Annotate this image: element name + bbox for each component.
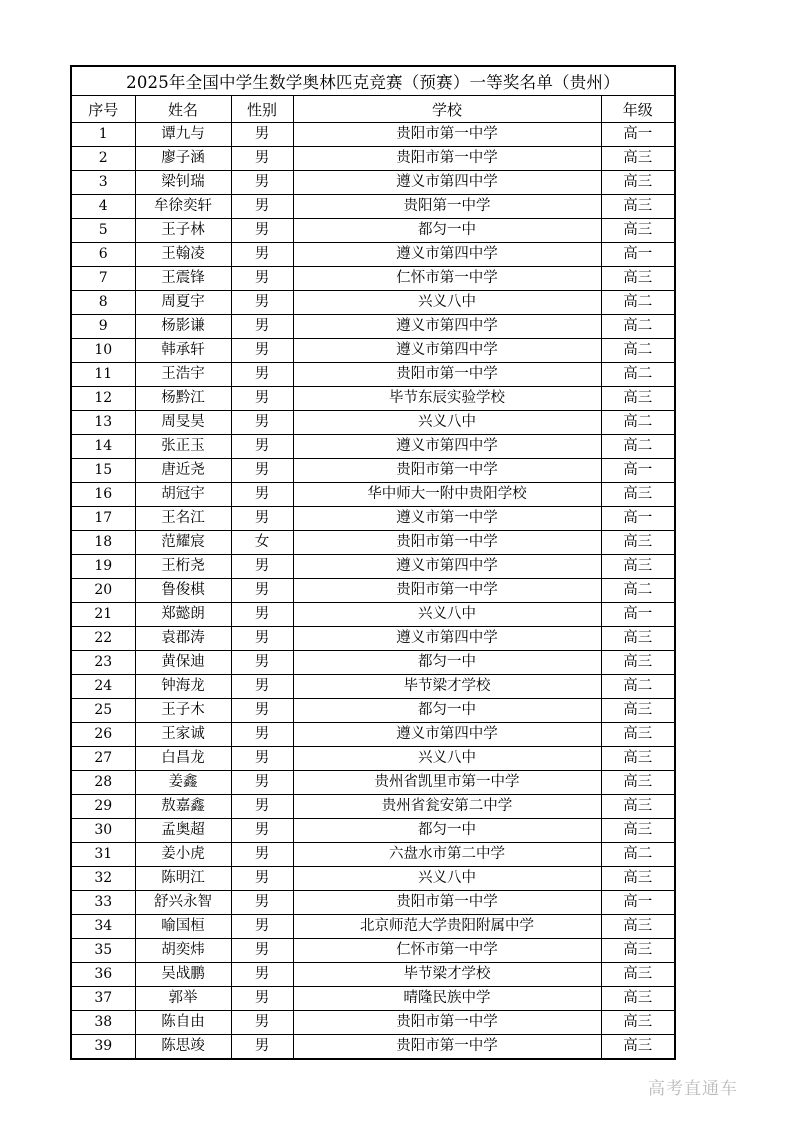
cell-gender: 男 — [231, 603, 293, 627]
cell-school: 贵州省瓮安第二中学 — [293, 795, 601, 819]
cell-grade: 高二 — [601, 291, 675, 315]
cell-grade: 高三 — [601, 939, 675, 963]
cell-index: 19 — [71, 555, 135, 579]
cell-index: 33 — [71, 891, 135, 915]
cell-grade: 高三 — [601, 387, 675, 411]
cell-grade: 高三 — [601, 867, 675, 891]
cell-gender: 男 — [231, 987, 293, 1011]
cell-index: 14 — [71, 435, 135, 459]
cell-grade: 高三 — [601, 771, 675, 795]
cell-school: 贵阳市第一中学 — [293, 531, 601, 555]
cell-gender: 男 — [231, 675, 293, 699]
cell-gender: 男 — [231, 843, 293, 867]
cell-name: 王子林 — [135, 219, 231, 243]
cell-index: 4 — [71, 195, 135, 219]
cell-gender: 男 — [231, 627, 293, 651]
cell-name: 牟徐奕轩 — [135, 195, 231, 219]
table-row — [71, 411, 675, 435]
cell-index: 21 — [71, 603, 135, 627]
table-row — [71, 339, 675, 363]
cell-index: 25 — [71, 699, 135, 723]
table-row — [71, 651, 675, 675]
cell-school: 贵阳市第一中学 — [293, 1035, 601, 1060]
cell-grade: 高三 — [601, 987, 675, 1011]
cell-gender: 男 — [231, 867, 293, 891]
cell-name: 谭九与 — [135, 123, 231, 147]
cell-gender: 男 — [231, 435, 293, 459]
cell-name: 黄保迪 — [135, 651, 231, 675]
cell-name: 吴战鹏 — [135, 963, 231, 987]
cell-gender: 男 — [231, 387, 293, 411]
cell-name: 郑懿朗 — [135, 603, 231, 627]
cell-name: 孟奥超 — [135, 819, 231, 843]
cell-grade: 高三 — [601, 1035, 675, 1060]
table-row — [71, 579, 675, 603]
cell-name: 郭举 — [135, 987, 231, 1011]
table-row — [71, 291, 675, 315]
cell-index: 10 — [71, 339, 135, 363]
cell-school: 贵阳市第一中学 — [293, 1011, 601, 1035]
cell-school: 华中师大一附中贵阳学校 — [293, 483, 601, 507]
cell-name: 胡冠宇 — [135, 483, 231, 507]
cell-gender: 男 — [231, 747, 293, 771]
cell-gender: 男 — [231, 723, 293, 747]
table-row — [71, 795, 675, 819]
cell-name: 王浩宇 — [135, 363, 231, 387]
table-row — [71, 891, 675, 915]
cell-school: 北京师范大学贵阳附属中学 — [293, 915, 601, 939]
cell-index: 13 — [71, 411, 135, 435]
cell-index: 24 — [71, 675, 135, 699]
cell-grade: 高三 — [601, 795, 675, 819]
cell-name: 胡奕炜 — [135, 939, 231, 963]
cell-school: 兴义八中 — [293, 867, 601, 891]
table-row — [71, 819, 675, 843]
cell-index: 30 — [71, 819, 135, 843]
cell-school: 遵义市第四中学 — [293, 171, 601, 195]
cell-index: 1 — [71, 123, 135, 147]
cell-index: 29 — [71, 795, 135, 819]
cell-index: 7 — [71, 267, 135, 291]
cell-school: 兴义八中 — [293, 411, 601, 435]
cell-name: 周旻昊 — [135, 411, 231, 435]
cell-index: 37 — [71, 987, 135, 1011]
cell-index: 3 — [71, 171, 135, 195]
cell-index: 8 — [71, 291, 135, 315]
cell-gender: 男 — [231, 795, 293, 819]
cell-grade: 高二 — [601, 843, 675, 867]
table-row — [71, 771, 675, 795]
column-header-gender: 性别 — [231, 96, 293, 123]
cell-gender: 男 — [231, 891, 293, 915]
cell-index: 16 — [71, 483, 135, 507]
cell-gender: 男 — [231, 267, 293, 291]
cell-grade: 高三 — [601, 147, 675, 171]
table-row — [71, 699, 675, 723]
cell-gender: 男 — [231, 507, 293, 531]
cell-name: 王翰凌 — [135, 243, 231, 267]
cell-school: 贵阳市第一中学 — [293, 363, 601, 387]
cell-index: 12 — [71, 387, 135, 411]
cell-grade: 高三 — [601, 195, 675, 219]
cell-school: 贵阳市第一中学 — [293, 891, 601, 915]
cell-school: 兴义八中 — [293, 291, 601, 315]
cell-index: 26 — [71, 723, 135, 747]
cell-name: 姜小虎 — [135, 843, 231, 867]
cell-index: 23 — [71, 651, 135, 675]
cell-school: 都匀一中 — [293, 699, 601, 723]
cell-gender: 男 — [231, 171, 293, 195]
cell-name: 王桁尧 — [135, 555, 231, 579]
cell-name: 舒兴永智 — [135, 891, 231, 915]
cell-gender: 男 — [231, 291, 293, 315]
table-head — [71, 66, 675, 123]
cell-gender: 男 — [231, 1035, 293, 1060]
cell-school: 晴隆民族中学 — [293, 987, 601, 1011]
cell-gender: 男 — [231, 243, 293, 267]
cell-gender: 男 — [231, 1011, 293, 1035]
cell-grade: 高三 — [601, 723, 675, 747]
cell-school: 都匀一中 — [293, 651, 601, 675]
cell-grade: 高三 — [601, 915, 675, 939]
cell-gender: 男 — [231, 459, 293, 483]
cell-gender: 男 — [231, 555, 293, 579]
cell-name: 鲁俊棋 — [135, 579, 231, 603]
cell-index: 5 — [71, 219, 135, 243]
cell-index: 2 — [71, 147, 135, 171]
table-row — [71, 723, 675, 747]
cell-grade: 高一 — [601, 123, 675, 147]
cell-grade: 高三 — [601, 627, 675, 651]
cell-name: 张正玉 — [135, 435, 231, 459]
table-row — [71, 363, 675, 387]
table-row — [71, 939, 675, 963]
table-row — [71, 603, 675, 627]
cell-grade: 高二 — [601, 339, 675, 363]
cell-gender: 男 — [231, 123, 293, 147]
cell-school: 遵义市第四中学 — [293, 435, 601, 459]
table-row — [71, 483, 675, 507]
cell-name: 喻国桓 — [135, 915, 231, 939]
cell-school: 兴义八中 — [293, 603, 601, 627]
table-row — [71, 963, 675, 987]
cell-school: 仁怀市第一中学 — [293, 939, 601, 963]
watermark-label: 高考直通车 — [648, 1079, 738, 1099]
cell-grade: 高二 — [601, 411, 675, 435]
cell-grade: 高三 — [601, 531, 675, 555]
table-row — [71, 555, 675, 579]
table-title-row — [71, 66, 675, 96]
column-header-index: 序号 — [71, 96, 135, 123]
award-list-table — [70, 65, 676, 1060]
table-row — [71, 243, 675, 267]
table-row — [71, 987, 675, 1011]
cell-school: 贵阳市第一中学 — [293, 147, 601, 171]
cell-index: 28 — [71, 771, 135, 795]
cell-grade: 高二 — [601, 579, 675, 603]
cell-grade: 高一 — [601, 459, 675, 483]
cell-index: 38 — [71, 1011, 135, 1035]
cell-grade: 高二 — [601, 675, 675, 699]
cell-name: 王名江 — [135, 507, 231, 531]
cell-name: 韩承轩 — [135, 339, 231, 363]
table-row — [71, 459, 675, 483]
cell-grade: 高三 — [601, 699, 675, 723]
cell-index: 20 — [71, 579, 135, 603]
cell-school: 六盘水市第二中学 — [293, 843, 601, 867]
cell-school: 贵阳市第一中学 — [293, 459, 601, 483]
cell-gender: 男 — [231, 315, 293, 339]
table-row — [71, 507, 675, 531]
cell-gender: 男 — [231, 339, 293, 363]
cell-index: 27 — [71, 747, 135, 771]
cell-school: 遵义市第一中学 — [293, 507, 601, 531]
cell-grade: 高一 — [601, 891, 675, 915]
table-row — [71, 531, 675, 555]
cell-index: 35 — [71, 939, 135, 963]
cell-index: 31 — [71, 843, 135, 867]
table-row — [71, 915, 675, 939]
cell-school: 遵义市第四中学 — [293, 315, 601, 339]
table-row — [71, 267, 675, 291]
cell-name: 白昌龙 — [135, 747, 231, 771]
table-row — [71, 1011, 675, 1035]
cell-gender: 男 — [231, 363, 293, 387]
cell-grade: 高三 — [601, 747, 675, 771]
cell-gender: 男 — [231, 699, 293, 723]
cell-grade: 高三 — [601, 651, 675, 675]
cell-grade: 高二 — [601, 315, 675, 339]
cell-grade: 高三 — [601, 819, 675, 843]
cell-school: 毕节梁才学校 — [293, 963, 601, 987]
cell-index: 15 — [71, 459, 135, 483]
table-row — [71, 627, 675, 651]
cell-gender: 男 — [231, 483, 293, 507]
cell-gender: 男 — [231, 147, 293, 171]
table-title: 2025年全国中学生数学奥林匹克竞赛（预赛）一等奖名单（贵州） — [71, 66, 675, 96]
cell-grade: 高一 — [601, 243, 675, 267]
cell-index: 18 — [71, 531, 135, 555]
cell-index: 11 — [71, 363, 135, 387]
cell-gender: 男 — [231, 195, 293, 219]
cell-name: 杨影谦 — [135, 315, 231, 339]
cell-school: 毕节梁才学校 — [293, 675, 601, 699]
cell-grade: 高三 — [601, 483, 675, 507]
cell-name: 王震锋 — [135, 267, 231, 291]
cell-gender: 男 — [231, 579, 293, 603]
cell-name: 杨黔江 — [135, 387, 231, 411]
table-row — [71, 315, 675, 339]
cell-name: 陈思竣 — [135, 1035, 231, 1060]
cell-gender: 男 — [231, 915, 293, 939]
cell-gender: 男 — [231, 219, 293, 243]
cell-index: 6 — [71, 243, 135, 267]
table-body — [71, 123, 675, 1060]
cell-school: 贵阳市第一中学 — [293, 579, 601, 603]
cell-school: 兴义八中 — [293, 747, 601, 771]
cell-school: 遵义市第四中学 — [293, 243, 601, 267]
cell-name: 陈自由 — [135, 1011, 231, 1035]
cell-grade: 高三 — [601, 219, 675, 243]
cell-school: 都匀一中 — [293, 819, 601, 843]
table-row — [71, 387, 675, 411]
cell-school: 贵州省凯里市第一中学 — [293, 771, 601, 795]
cell-school: 贵阳第一中学 — [293, 195, 601, 219]
table-row — [71, 867, 675, 891]
cell-school: 遵义市第四中学 — [293, 627, 601, 651]
cell-grade: 高二 — [601, 363, 675, 387]
cell-name: 钟海龙 — [135, 675, 231, 699]
table-header-row — [71, 96, 675, 123]
table-row — [71, 123, 675, 147]
cell-index: 34 — [71, 915, 135, 939]
cell-grade: 高一 — [601, 603, 675, 627]
cell-gender: 男 — [231, 771, 293, 795]
cell-school: 遵义市第四中学 — [293, 555, 601, 579]
cell-grade: 高一 — [601, 507, 675, 531]
cell-school: 毕节东辰实验学校 — [293, 387, 601, 411]
cell-grade: 高三 — [601, 171, 675, 195]
cell-name: 敖嘉鑫 — [135, 795, 231, 819]
cell-index: 32 — [71, 867, 135, 891]
cell-name: 范耀宸 — [135, 531, 231, 555]
cell-name: 姜鑫 — [135, 771, 231, 795]
table-row — [71, 435, 675, 459]
cell-index: 22 — [71, 627, 135, 651]
cell-gender: 男 — [231, 963, 293, 987]
table-row — [71, 1035, 675, 1060]
column-header-grade: 年级 — [601, 96, 675, 123]
column-header-school: 学校 — [293, 96, 601, 123]
cell-gender: 男 — [231, 819, 293, 843]
cell-name: 梁钊瑞 — [135, 171, 231, 195]
cell-grade: 高三 — [601, 963, 675, 987]
cell-grade: 高三 — [601, 267, 675, 291]
cell-name: 王子木 — [135, 699, 231, 723]
cell-index: 36 — [71, 963, 135, 987]
cell-school: 贵阳市第一中学 — [293, 123, 601, 147]
cell-index: 9 — [71, 315, 135, 339]
cell-gender: 男 — [231, 939, 293, 963]
cell-school: 仁怀市第一中学 — [293, 267, 601, 291]
cell-name: 王家诚 — [135, 723, 231, 747]
table-row — [71, 219, 675, 243]
cell-name: 唐近尧 — [135, 459, 231, 483]
cell-school: 遵义市第四中学 — [293, 723, 601, 747]
cell-gender: 男 — [231, 651, 293, 675]
cell-school: 都匀一中 — [293, 219, 601, 243]
table-row — [71, 747, 675, 771]
table-row — [71, 843, 675, 867]
cell-index: 17 — [71, 507, 135, 531]
column-header-name: 姓名 — [135, 96, 231, 123]
table-row — [71, 195, 675, 219]
table-row — [71, 171, 675, 195]
cell-grade: 高三 — [601, 1011, 675, 1035]
cell-grade: 高三 — [601, 555, 675, 579]
table-row — [71, 675, 675, 699]
cell-name: 陈明江 — [135, 867, 231, 891]
cell-name: 廖子涵 — [135, 147, 231, 171]
cell-index: 39 — [71, 1035, 135, 1060]
cell-school: 遵义市第四中学 — [293, 339, 601, 363]
cell-gender: 女 — [231, 531, 293, 555]
table-row — [71, 147, 675, 171]
cell-name: 周夏宇 — [135, 291, 231, 315]
cell-gender: 男 — [231, 411, 293, 435]
cell-name: 袁郡涛 — [135, 627, 231, 651]
cell-grade: 高二 — [601, 435, 675, 459]
